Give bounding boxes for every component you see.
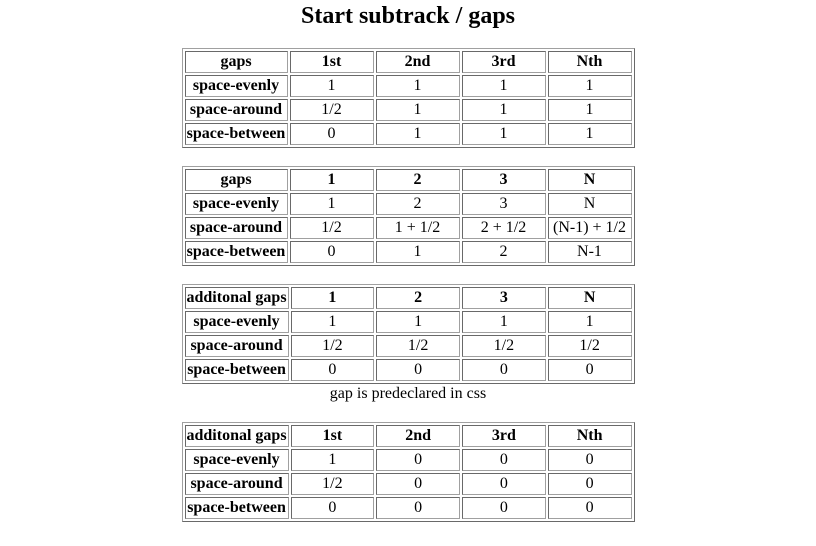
table-cell: 1/2 [291,473,375,495]
table-cell: N [548,193,632,215]
table-cell: 1 [462,75,546,97]
table-cell: 0 [376,359,460,381]
spacer [0,30,816,48]
table-cell: 1/2 [291,335,375,357]
row-header: space-between [185,497,289,519]
table-cell: 0 [291,497,375,519]
table-row [185,193,632,215]
table-cell: 1 [462,311,546,333]
column-header: 3rd [462,51,546,73]
table-cell: 3 [462,193,546,215]
comparison-table-3 [182,284,635,384]
table-cell: 0 [462,449,546,471]
table-row [185,359,632,381]
corner-header: gaps [185,51,288,73]
row-header: space-around [185,335,289,357]
table-cell: 1 [548,75,632,97]
column-header: 2nd [376,51,460,73]
table-cell: 2 [376,193,460,215]
column-header: 1st [290,51,374,73]
table-cell: 0 [548,449,632,471]
row-header: space-evenly [185,75,288,97]
note-text: gap is predeclared in css [329,385,487,402]
table-row [185,217,632,239]
row-header: space-evenly [185,311,289,333]
table-row [185,75,632,97]
corner-header: additonal gaps [185,287,289,309]
table-cell: 1 [376,241,460,263]
table-cell: N-1 [548,241,632,263]
column-header: 2nd [376,425,460,447]
table-cell: 2 + 1/2 [462,217,546,239]
column-header: 1st [291,425,375,447]
table-cell: 0 [462,473,546,495]
table-cell: 0 [548,473,632,495]
table-cell: 1/2 [462,335,546,357]
table-cell: 1/2 [290,99,374,121]
table-cell: 0 [291,359,375,381]
column-header: 2 [376,169,460,191]
table-cell: 0 [290,241,374,263]
table-row [185,335,632,357]
table-cell: 0 [462,497,546,519]
column-header: N [548,169,632,191]
table-cell: 1 [376,311,460,333]
table-cell: 1 [548,99,632,121]
column-header: N [548,287,632,309]
table-cell: 2 [462,241,546,263]
table-cell: 1 + 1/2 [376,217,460,239]
table-cell: 1/2 [548,335,632,357]
table-cell: 0 [548,497,632,519]
table-cell: 0 [376,497,460,519]
table-header-row [185,169,632,191]
table-cell: 1 [376,123,460,145]
table-cell: 1 [548,123,632,145]
row-header: space-around [185,217,288,239]
table-cell: (N-1) + 1/2 [548,217,632,239]
comparison-table-4 [182,422,635,522]
row-header: space-around [185,99,288,121]
table-cell: 0 [462,359,546,381]
table-row [185,497,632,519]
table-row [185,123,632,145]
table-cell: 1 [290,193,374,215]
comparison-table-1 [182,48,635,148]
table-header-row [185,287,632,309]
table-cell: 1 [462,123,546,145]
column-header: 3rd [462,425,546,447]
table-header-row [185,51,632,73]
row-header: space-around [185,473,289,495]
column-header: Nth [548,425,632,447]
column-header: 2 [376,287,460,309]
corner-header: additonal gaps [185,425,289,447]
tables-container [0,30,816,522]
column-header: Nth [548,51,632,73]
row-header: space-between [185,359,289,381]
row-header: space-between [185,241,288,263]
spacer [0,404,816,422]
table-cell: 1 [462,99,546,121]
table-header-row [185,425,632,447]
table-cell: 1 [290,75,374,97]
column-header: 3 [462,287,546,309]
row-header: space-evenly [185,449,289,471]
table-cell: 1/2 [376,335,460,357]
spacer [0,148,816,166]
table-cell: 0 [376,473,460,495]
row-header: space-between [185,123,288,145]
table-cell: 1 [548,311,632,333]
table-cell: 1 [376,75,460,97]
table-cell: 1 [291,449,375,471]
column-header: 1 [290,169,374,191]
table-cell: 0 [290,123,374,145]
table-row [185,241,632,263]
column-header: 1 [291,287,375,309]
table-row [185,449,632,471]
table-cell: 1 [376,99,460,121]
table-row [185,473,632,495]
table-cell: 1 [291,311,375,333]
spacer [0,266,816,284]
table-cell: 0 [376,449,460,471]
corner-header: gaps [185,169,288,191]
page-title: Start subtrack / gaps [300,3,516,29]
table-row [185,99,632,121]
column-header: 3 [462,169,546,191]
table-row [185,311,632,333]
table-cell: 1/2 [290,217,374,239]
comparison-table-2 [182,166,635,266]
row-header: space-evenly [185,193,288,215]
table-cell: 0 [548,359,632,381]
